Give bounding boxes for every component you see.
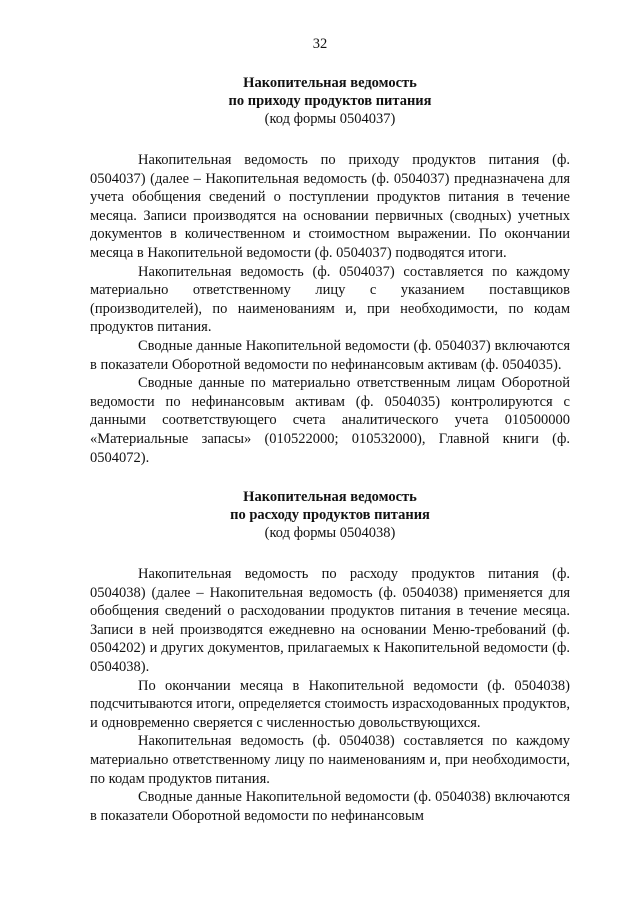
section-expense-statement — [90, 488, 570, 825]
section-heading — [90, 74, 570, 128]
paragraph: Сводные данные Накопительной ведомости (ф. 0504038) включаются в показатели Оборотной ведомости по нефинансовым — [90, 789, 570, 824]
paragraph: По окончании месяца в Накопительной ведомости (ф. 0504038) подсчитываются итоги, определяется стоимость израсходованных продуктов, и одновременно сверяется с численностью довольствующихся. — [90, 677, 570, 731]
section-title-line-2: по расходу продуктов питания — [230, 507, 430, 523]
section-body — [90, 151, 570, 467]
section-receipt-statement — [90, 74, 570, 467]
paragraph: Накопительная ведомость по приходу продуктов питания (ф. 0504037) (далее – Накопительная ведомость (ф. 0504037) предназначена для учета обобщения сведений о поступлении продуктов питания в течение месяца. Записи производятся на основании первичных (сводных) учетных документов в количественном и стоимостном выражении. По окончании месяца в Накопительной ведомости (ф. 0504037) подводятся итоги. — [90, 152, 570, 261]
paragraph: Сводные данные по материально ответственным лицам Оборотной ведомости по нефинансовым активам (ф. 0504035) контролируются с данными соответствующего счета аналитического учета 010500000 «Материальные запасы» (010522000; 010532000), Главной книги (ф. 0504072). — [90, 375, 570, 466]
section-title-line-1: Накопительная ведомость — [243, 489, 417, 505]
paragraph: Накопительная ведомость (ф. 0504037) составляется по каждому материально ответственному лицу с указанием поставщиков (производителей), по наименованиям и, при необходимости, по кодам продуктов питания. — [90, 263, 570, 336]
section-title-line-2: по приходу продуктов питания — [228, 93, 432, 109]
paragraph: Накопительная ведомость (ф. 0504038) составляется по каждому материально ответственному лицу по наименованиям и, при необходимости, по кодам продуктов питания. — [90, 733, 570, 787]
paragraph: Сводные данные Накопительной ведомости (ф. 0504037) включаются в показатели Оборотной ведомости по нефинансовым активам (ф. 0504035). — [90, 337, 570, 373]
page-number: 32 — [312, 36, 328, 52]
form-code: (код формы 0504038) — [264, 525, 396, 541]
paragraph: Накопительная ведомость по расходу продуктов питания (ф. 0504038) (далее – Накопительная ведомость (ф. 0504038) применяется для обобщения сведений о расходовании продуктов питания в течение месяца. Записи в ней производятся ежедневно на основании Меню-требований (ф. 0504202) и других документов, прилагаемых к Накопительной ведомости (ф. 0504038). — [90, 566, 570, 675]
section-heading — [90, 488, 570, 542]
section-title-line-1: Накопительная ведомость — [243, 75, 417, 91]
form-code: (код формы 0504037) — [264, 111, 396, 127]
section-body — [90, 565, 570, 825]
